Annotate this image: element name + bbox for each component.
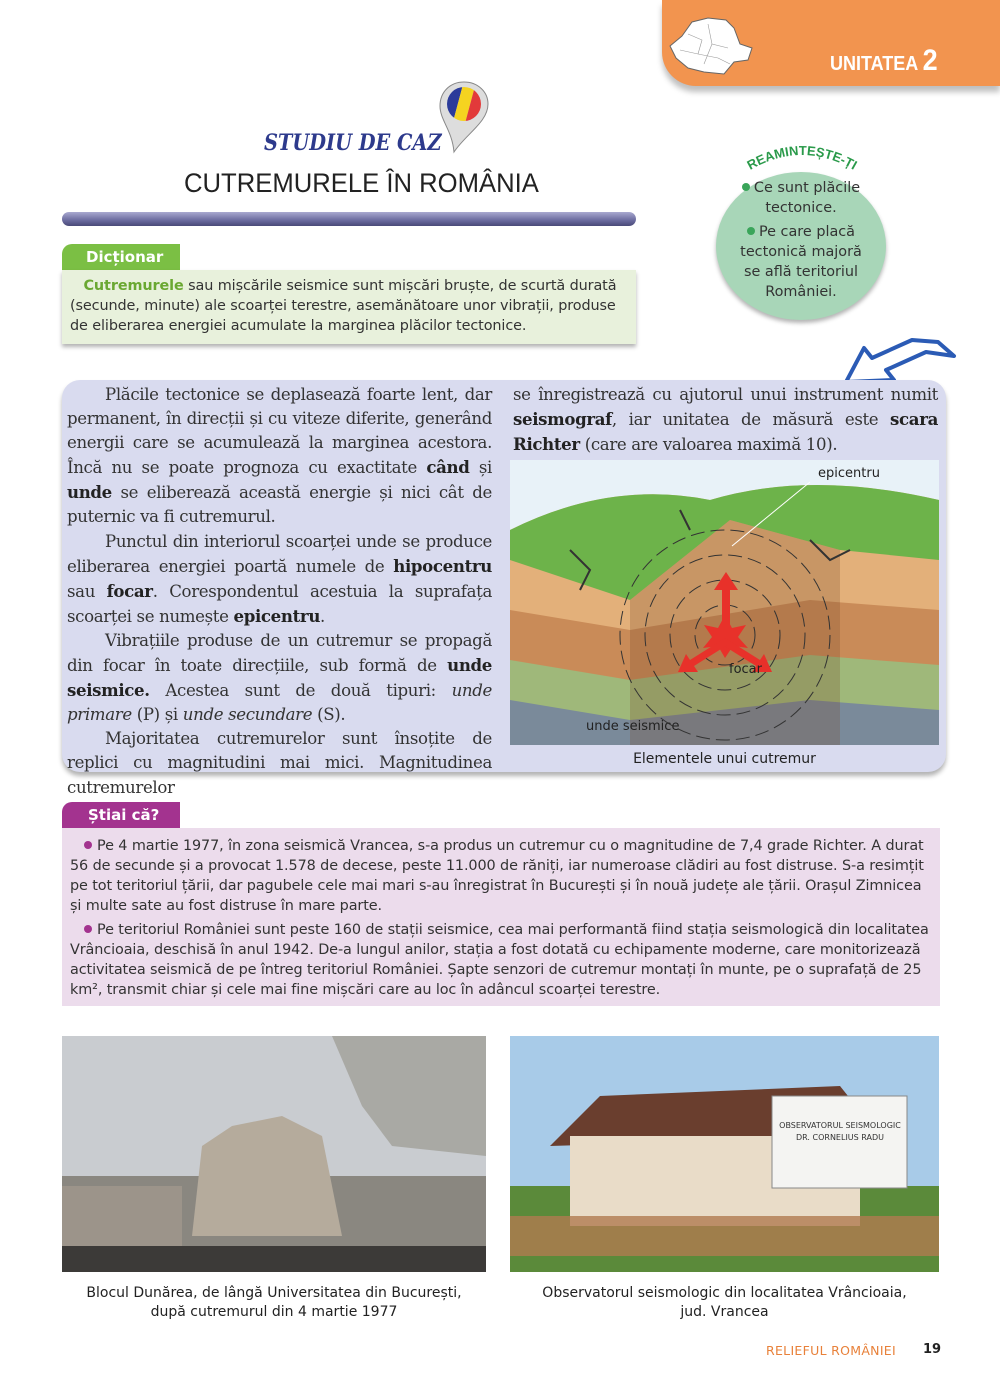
waves-label: unde seismice	[586, 719, 680, 734]
main-text-right	[513, 383, 938, 457]
paragraph	[67, 530, 492, 629]
remind-title-text: REAMINTEȘTE-ȚI	[744, 142, 860, 173]
remind-item	[716, 178, 886, 218]
fact-item	[70, 920, 932, 1000]
text: Vibrațiile produse de un cutremur se propagă din focar în toate direcțiile, sub formă de	[67, 630, 492, 676]
diagram-caption: Elementele unui cutremur	[633, 751, 816, 767]
case-study-kicker: STUDIU DE CAZ	[264, 130, 442, 156]
main-text-left	[67, 383, 492, 800]
title-divider	[62, 212, 636, 226]
bold-text: scara Richter	[513, 409, 938, 455]
arrow-icon	[842, 334, 958, 386]
text: Punctul din interiorul scoarței unde se produce eliberarea energiei poartă numele de	[67, 531, 492, 576]
bold-text: focar	[106, 580, 153, 601]
sign-text: OBSERVATORUL SEISMOLOGIC	[779, 1121, 901, 1130]
photo-caption	[62, 1284, 486, 1322]
unit-number: 2	[922, 44, 938, 77]
dictionary-text: sau mișcările seismice sunt mișcări bruște, de scurtă durată (secunde, minute) ale scoarței terestre, asemănătoare unor vibrații, produse de eliberarea energiei acumulate la marginea plăcilor tectonice.	[70, 278, 617, 334]
italic-text: unde secundare	[182, 705, 313, 725]
page-title: CUTREMURELE ÎN ROMÂNIA	[184, 168, 539, 198]
italic-text: unde primare	[67, 681, 492, 725]
bold-text: seismograf	[513, 409, 612, 430]
bold-text: când	[426, 457, 470, 478]
remind-item-text: Pe care placă tectonică majoră se află teritoriul României.	[740, 224, 862, 300]
svg-text:REAMINTEȘTE-ȚI	[744, 143, 859, 173]
romania-map-icon	[668, 14, 756, 78]
epicentre-label: epicentru	[818, 466, 880, 481]
map-pin-flag-icon	[438, 80, 490, 154]
caption-line: Observatorul seismologic din localitatea Vrâncioaia,	[542, 1285, 907, 1301]
text: (P) și	[131, 705, 183, 725]
remind-bubble	[716, 172, 886, 320]
earthquake-diagram	[510, 460, 939, 745]
text: Plăcile tectonice se deplasează foarte lent, dar permanent, în direcții și cu viteze diferite, generând energii care se acumulează la marginea acestora. Încă nu se poate prognoza cu exactitate	[67, 385, 492, 478]
bold-text: epicentru	[233, 605, 321, 626]
fact-item	[70, 836, 932, 916]
text: se înregistrează cu ajutorul unui instrument numit	[513, 385, 938, 404]
text: Acestea sunt de două tipuri:	[149, 681, 452, 701]
dictionary-box	[62, 270, 636, 344]
remind-item-text: Ce sunt plăcile tectonice.	[753, 180, 861, 216]
fact-text: Pe 4 martie 1977, în zona seismică Vrancea, s-a produs un cutremur cu o magnitudine de 7,4 grade Richter. A durat 56 de secunde și a provocat 1.578 de decese, peste 11.000 de răniți, iar numeroase clădiri au fost distruse. S-a resimțit pe tot teritoriul țării, dar pagubele cele mai mari s-au înregistrat în București și în nouă județe ale țării. Orașul Zimnicea și multe sate au fost distruse în mare parte.	[70, 838, 924, 914]
photo-caption	[510, 1284, 939, 1322]
did-you-know-box	[62, 828, 940, 1006]
unit-label	[830, 44, 938, 78]
text: sau	[67, 581, 107, 601]
caption-line: după cutremurul din 4 martie 1977	[150, 1304, 398, 1320]
sign-text: DR. CORNELIUS RADU	[795, 1133, 885, 1142]
focus-label: focar	[729, 662, 762, 677]
text: se eliberează această energie și nici cât de puternic va fi cutremurul.	[67, 483, 492, 527]
page-number: 19	[923, 1342, 942, 1357]
footer-section: RELIEFUL ROMÂNIEI	[766, 1343, 896, 1358]
unit-label-text: UNITATEA	[830, 53, 918, 75]
caption-line: Blocul Dunărea, de lângă Universitatea din București,	[86, 1285, 462, 1301]
text: și	[469, 458, 492, 478]
dictionary-term: Cutremurele	[83, 278, 184, 294]
bold-text: unde seismice.	[67, 655, 492, 701]
text: . Corespondentul acestuia la suprafața scoarței se numește	[67, 581, 492, 626]
remind-item	[716, 218, 886, 302]
photo-observator-vrancioaia	[510, 1036, 939, 1272]
text: , iar unitatea de măsură este	[611, 410, 891, 430]
dictionary-tab: Dicționar	[62, 244, 180, 270]
text: (S).	[312, 705, 346, 725]
fact-text: Pe teritoriul României sunt peste 160 de stații seismice, cea mai performantă fiind stația seismologică din localitatea Vrâncioaia, deschisă în anul 1942. De-a lungul anilor, stația a fost dotată cu echipamente moderne, care monitorizează activitatea seismică de pe întreg teritoriul României. Șapte senzori de cutremur montați în munte, pe o suprafață de 25 km², transmit chiar și cele mai fine mișcări care au loc în adâncul scoarței terestre.	[70, 922, 929, 998]
paragraph	[67, 727, 492, 799]
text: Majoritatea cutremurelor sunt însoțite de replici cu magnitudini mai mici. Magnitudinea cutremurelor	[67, 729, 492, 797]
did-you-know-tab: Știai că?	[62, 802, 180, 828]
paragraph	[67, 383, 492, 530]
bold-text: unde	[67, 482, 112, 503]
bold-text: hipocentru	[393, 555, 492, 576]
text: .	[320, 606, 325, 626]
photo-blocul-dunarea	[62, 1036, 486, 1272]
caption-line: jud. Vrancea	[680, 1304, 769, 1320]
text: (care are valoarea maximă 10).	[579, 435, 838, 455]
paragraph	[67, 629, 492, 727]
paragraph	[513, 383, 938, 457]
